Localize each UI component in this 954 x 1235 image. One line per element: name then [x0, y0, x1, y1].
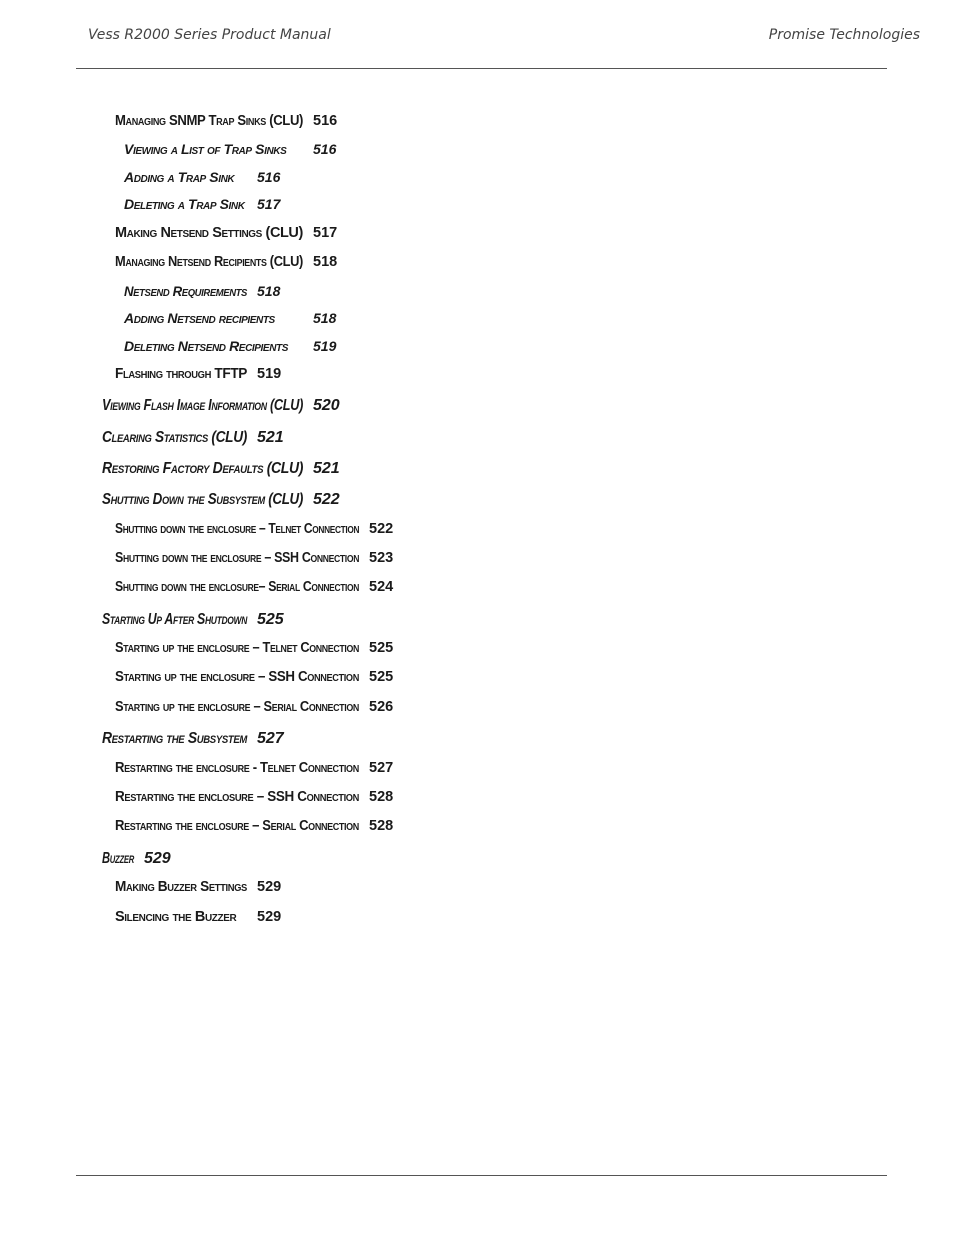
toc-entry-title: Buzzer: [102, 850, 134, 867]
toc-entry[interactable]: [124, 141, 337, 157]
toc-entry-title: Netsend Requirements: [124, 283, 247, 299]
toc-entry[interactable]: [102, 491, 342, 509]
toc-entry-page: 525: [369, 669, 394, 685]
toc-entry-page: 517: [257, 196, 281, 212]
toc-entry-page: 516: [313, 141, 337, 157]
toc-entry-page: 529: [144, 850, 171, 867]
toc-entry[interactable]: [115, 113, 338, 129]
toc-entry-title: Shutting down the enclosure – SSH Connection: [115, 550, 360, 566]
toc-entry-title: Viewing Flash Image Information (CLU): [102, 397, 304, 414]
toc-entry-title: Flashing through TFTP: [115, 366, 248, 382]
toc-entry[interactable]: [124, 338, 337, 354]
toc-entry-page: 518: [313, 254, 338, 270]
toc-entry[interactable]: [124, 196, 281, 212]
toc-entry-page: 526: [369, 699, 394, 715]
toc-entry-title: Starting up the enclosure – Telnet Connection: [115, 640, 360, 656]
toc-entry-title: Shutting down the enclosure – Telnet Connection: [115, 521, 360, 537]
toc-entry[interactable]: [115, 879, 282, 895]
toc-entry-title: Starting up the enclosure – SSH Connection: [115, 669, 359, 685]
toc-entry-title: Restarting the enclosure - Telnet Connection: [115, 760, 359, 776]
toc-entry-title: Viewing a List of Trap Sinks: [124, 141, 287, 157]
toc-entry-title: Managing Netsend Recipients (CLU): [115, 254, 303, 270]
toc-entry-title: Deleting a Trap Sink: [124, 196, 245, 212]
toc-entry-page: 520: [313, 397, 340, 414]
toc-entry-title: Restoring Factory Defaults (CLU): [102, 460, 304, 477]
toc-entry[interactable]: [115, 225, 338, 241]
toc-entry-page: 518: [313, 310, 337, 326]
toc-entry-page: 516: [257, 169, 281, 185]
toc-entry[interactable]: [115, 669, 394, 685]
toc-entry-title: Restarting the enclosure – SSH Connection: [115, 789, 360, 805]
toc-entry[interactable]: [115, 789, 394, 805]
toc-entry-page: 525: [257, 611, 284, 628]
toc-entry-page: 527: [369, 760, 394, 776]
toc-entry[interactable]: [124, 310, 337, 326]
toc-entry[interactable]: [115, 366, 282, 382]
toc-entry-title: Making Netsend Settings (CLU): [115, 225, 303, 241]
toc-entry-title: Shutting Down the Subsystem (CLU): [102, 491, 304, 508]
toc-entry-title: Shutting down the enclosure– Serial Connection: [115, 579, 360, 595]
toc-entry[interactable]: [115, 818, 394, 834]
toc-entry-page: 516: [313, 113, 338, 129]
toc-entry-page: 529: [257, 879, 282, 895]
toc-entry[interactable]: [115, 760, 394, 776]
toc-entry-title: Silencing the Buzzer: [115, 909, 237, 925]
toc-entry-title: Clearing Statistics (CLU): [102, 429, 247, 446]
toc-entry-title: Restarting the enclosure – Serial Connection: [115, 818, 359, 834]
toc-entry-page: 527: [257, 730, 284, 747]
toc-entry[interactable]: [115, 254, 338, 270]
toc-entry[interactable]: [102, 460, 340, 478]
toc-entry-title: Managing SNMP Trap Sinks (CLU): [115, 113, 304, 129]
toc-entry-page: 518: [257, 283, 281, 299]
toc-entry-page: 519: [313, 338, 337, 354]
toc-entry[interactable]: [115, 521, 409, 537]
toc-entry-title: Deleting Netsend Recipients: [124, 338, 288, 354]
toc-entry[interactable]: [115, 640, 394, 656]
toc-entry[interactable]: [115, 909, 282, 925]
toc-entry[interactable]: [102, 429, 284, 447]
toc-entry[interactable]: [124, 283, 281, 299]
toc-entry[interactable]: [102, 850, 171, 868]
toc-entry-title: Starting up the enclosure – Serial Connection: [115, 699, 359, 715]
toc-entry-title: Restarting the Subsystem: [102, 730, 247, 747]
toc-entry-page: 517: [313, 225, 338, 241]
toc-entry-title: Adding Netsend recipients: [124, 310, 275, 326]
toc-entry-page: 529: [257, 909, 282, 925]
toc-entry-page: 521: [313, 460, 340, 477]
toc-entry[interactable]: [115, 550, 398, 566]
toc-entry-page: 528: [369, 818, 394, 834]
toc-entry[interactable]: [102, 611, 290, 629]
footer-divider: [76, 1175, 887, 1176]
toc-entry-title: Adding a Trap Sink: [124, 169, 235, 185]
toc-entry-title: Starting Up After Shutdown: [102, 611, 248, 628]
running-header-company: Promise Technologies: [768, 27, 920, 43]
toc-entry-page: 522: [369, 521, 394, 537]
toc-entry[interactable]: [124, 169, 281, 185]
toc-entry-page: 522: [313, 491, 340, 508]
toc-entry[interactable]: [102, 730, 284, 748]
toc-entry[interactable]: [115, 579, 404, 595]
running-header-title: Vess R2000 Series Product Manual: [88, 27, 331, 43]
toc-entry-title: Making Buzzer Settings: [115, 879, 247, 895]
toc-entry-page: 528: [369, 789, 394, 805]
toc-entry-page: 523: [369, 550, 394, 566]
toc-entry-page: 524: [369, 579, 394, 595]
toc-entry-page: 525: [369, 640, 394, 656]
toc-entry-page: 521: [257, 429, 284, 446]
toc-entry[interactable]: [115, 699, 394, 715]
toc-entry[interactable]: [102, 397, 355, 415]
toc-entry-page: 519: [257, 366, 282, 382]
